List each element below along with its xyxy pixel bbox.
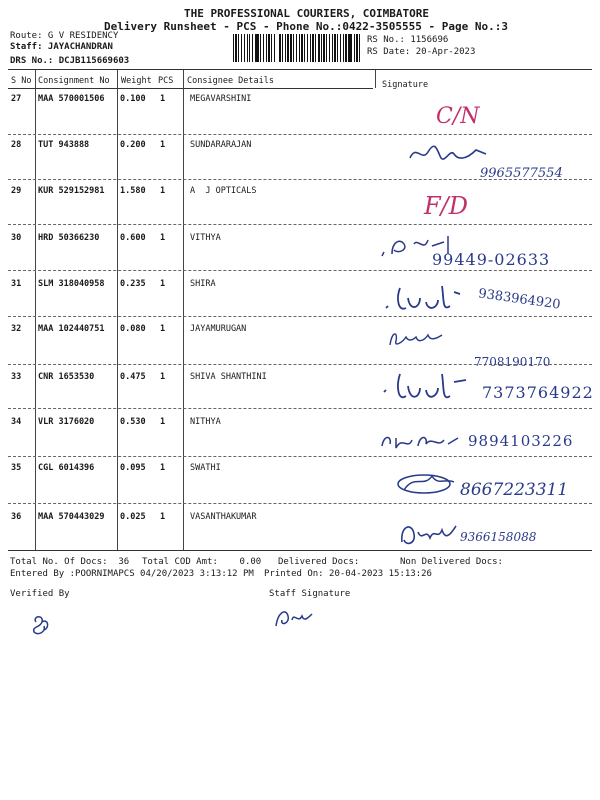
row-consignment: HRD 50366230: [38, 233, 100, 243]
non-delivered-docs: Non Delivered Docs:: [400, 557, 503, 567]
col-header-signature: Signature: [382, 80, 429, 90]
rs-date: RS Date: 20-Apr-2023: [367, 47, 476, 57]
row-consignment: CNR 1653530: [38, 372, 95, 382]
table-header-rule: [8, 88, 373, 89]
phone-row-28: 9965577554: [480, 166, 563, 181]
table-top-rule: [8, 69, 592, 70]
row-pcs: 1: [160, 372, 166, 382]
row-consignee: NITHYA: [190, 417, 221, 427]
row-pcs: 1: [160, 324, 166, 334]
signature-row-27: C/N: [436, 104, 480, 129]
row-sno: 34: [11, 417, 22, 427]
row-consignee: SHIRA: [190, 279, 216, 289]
row-weight: 0.080: [120, 324, 146, 334]
total-cod: Total COD Amt: 0.00: [142, 557, 262, 567]
staff-label: Staff: JAYACHANDRAN: [10, 42, 113, 52]
row-sno: 27: [11, 94, 22, 104]
col-header-consignee: Consignee Details: [187, 76, 274, 86]
staff-signature-label: Staff Signature: [269, 589, 351, 599]
row-pcs: 1: [160, 279, 166, 289]
row-pcs: 1: [160, 94, 166, 104]
drs-number: DRS No.: DCJB115669603: [10, 56, 130, 66]
row-sno: 31: [11, 279, 22, 289]
signature-row-29: F/D: [424, 192, 468, 220]
row-sno: 35: [11, 463, 22, 473]
row-consignment: MAA 102440751: [38, 324, 105, 334]
delivered-docs: Delivered Docs:: [278, 557, 360, 567]
row-consignee: MEGAVARSHINI: [190, 94, 252, 104]
barcode-overlay: [233, 34, 361, 62]
phone-row-32: 7708190170: [474, 355, 551, 369]
row-sno: 36: [11, 512, 22, 522]
total-docs: Total No. Of Docs: 36: [10, 557, 130, 567]
row-sno: 33: [11, 372, 22, 382]
row-consignee: SWATHI: [190, 463, 221, 473]
row-consignment: MAA 570001506: [38, 94, 105, 104]
row-consignee: A J OPTICALS: [190, 186, 257, 196]
entered-by: Entered By :POORNIMAPCS 04/20/2023 3:13:12 PM: [10, 569, 254, 579]
row-divider: [8, 503, 592, 504]
row-consignment: VLR 3176020: [38, 417, 95, 427]
printed-on: Printed On: 20-04-2023 15:13:26: [264, 569, 432, 579]
row-weight: 1.580: [120, 186, 146, 196]
phone-row-34: 9894103226: [468, 432, 574, 450]
row-consignee: JAYAMURUGAN: [190, 324, 247, 334]
verified-by-label: Verified By: [10, 589, 70, 599]
row-divider: [8, 456, 592, 457]
row-pcs: 1: [160, 463, 166, 473]
row-weight: 0.095: [120, 463, 146, 473]
row-sno: 32: [11, 324, 22, 334]
col-header-sno: S No: [11, 76, 32, 86]
row-weight: 0.200: [120, 140, 146, 150]
company-title: THE PROFESSIONAL COURIERS, COIMBATORE: [184, 7, 430, 20]
signature-row-36: [396, 518, 466, 554]
signature-row-31: [380, 278, 480, 324]
row-weight: 0.600: [120, 233, 146, 243]
row-weight: 0.475: [120, 372, 146, 382]
row-weight: 0.530: [120, 417, 146, 427]
row-consignee: SHIVA SHANTHINI: [190, 372, 267, 382]
row-consignment: TUT 943888: [38, 140, 90, 150]
row-divider: [8, 134, 592, 135]
col-divider: [375, 70, 376, 88]
row-consignment: KUR 529152981: [38, 186, 105, 196]
phone-row-30: 99449-02633: [432, 250, 551, 269]
col-divider: [35, 70, 36, 550]
staff-signature: [272, 604, 318, 636]
row-pcs: 1: [160, 233, 166, 243]
phone-row-36: 9366158088: [460, 530, 537, 544]
row-consignee: VASANTHAKUMAR: [190, 512, 257, 522]
table-bottom-rule: [8, 550, 592, 551]
row-pcs: 1: [160, 140, 166, 150]
col-header-consignment: Consignment No: [38, 76, 110, 86]
row-consignment: SLM 318040958: [38, 279, 105, 289]
row-consignment: CGL 6014396: [38, 463, 95, 473]
row-pcs: 1: [160, 512, 166, 522]
col-header-weight: Weight: [121, 76, 152, 86]
row-consignee: VITHYA: [190, 233, 221, 243]
row-weight: 0.025: [120, 512, 146, 522]
row-weight: 0.235: [120, 279, 146, 289]
row-pcs: 1: [160, 186, 166, 196]
signature-row-32: [384, 325, 454, 355]
col-divider: [183, 70, 184, 550]
row-divider: [8, 270, 592, 271]
route-label: Route: G V RESIDENCY: [10, 31, 119, 41]
row-sno: 28: [11, 140, 22, 150]
row-sno: 30: [11, 233, 22, 243]
row-consignee: SUNDARARAJAN: [190, 140, 252, 150]
phone-row-35: 8667223311: [460, 480, 569, 500]
runsheet-subtitle: Delivery Runsheet - PCS - Phone No.:0422-3505555 - Page No.:3: [104, 20, 508, 33]
row-pcs: 1: [160, 417, 166, 427]
row-divider: [8, 316, 592, 317]
row-weight: 0.100: [120, 94, 146, 104]
signature-row-33: [378, 366, 478, 414]
signature-row-34: [378, 430, 466, 458]
phone-row-31: 9383964920: [477, 286, 562, 313]
rs-number: RS No.: 1156696: [367, 35, 449, 45]
verifier-signature: [30, 614, 54, 640]
col-header-pcs: PCS: [158, 76, 174, 86]
phone-row-33: 7373764922: [482, 383, 594, 402]
row-divider: [8, 224, 592, 225]
row-sno: 29: [11, 186, 22, 196]
row-consignment: MAA 570443029: [38, 512, 105, 522]
col-divider: [117, 70, 118, 550]
row-divider: [8, 408, 592, 409]
